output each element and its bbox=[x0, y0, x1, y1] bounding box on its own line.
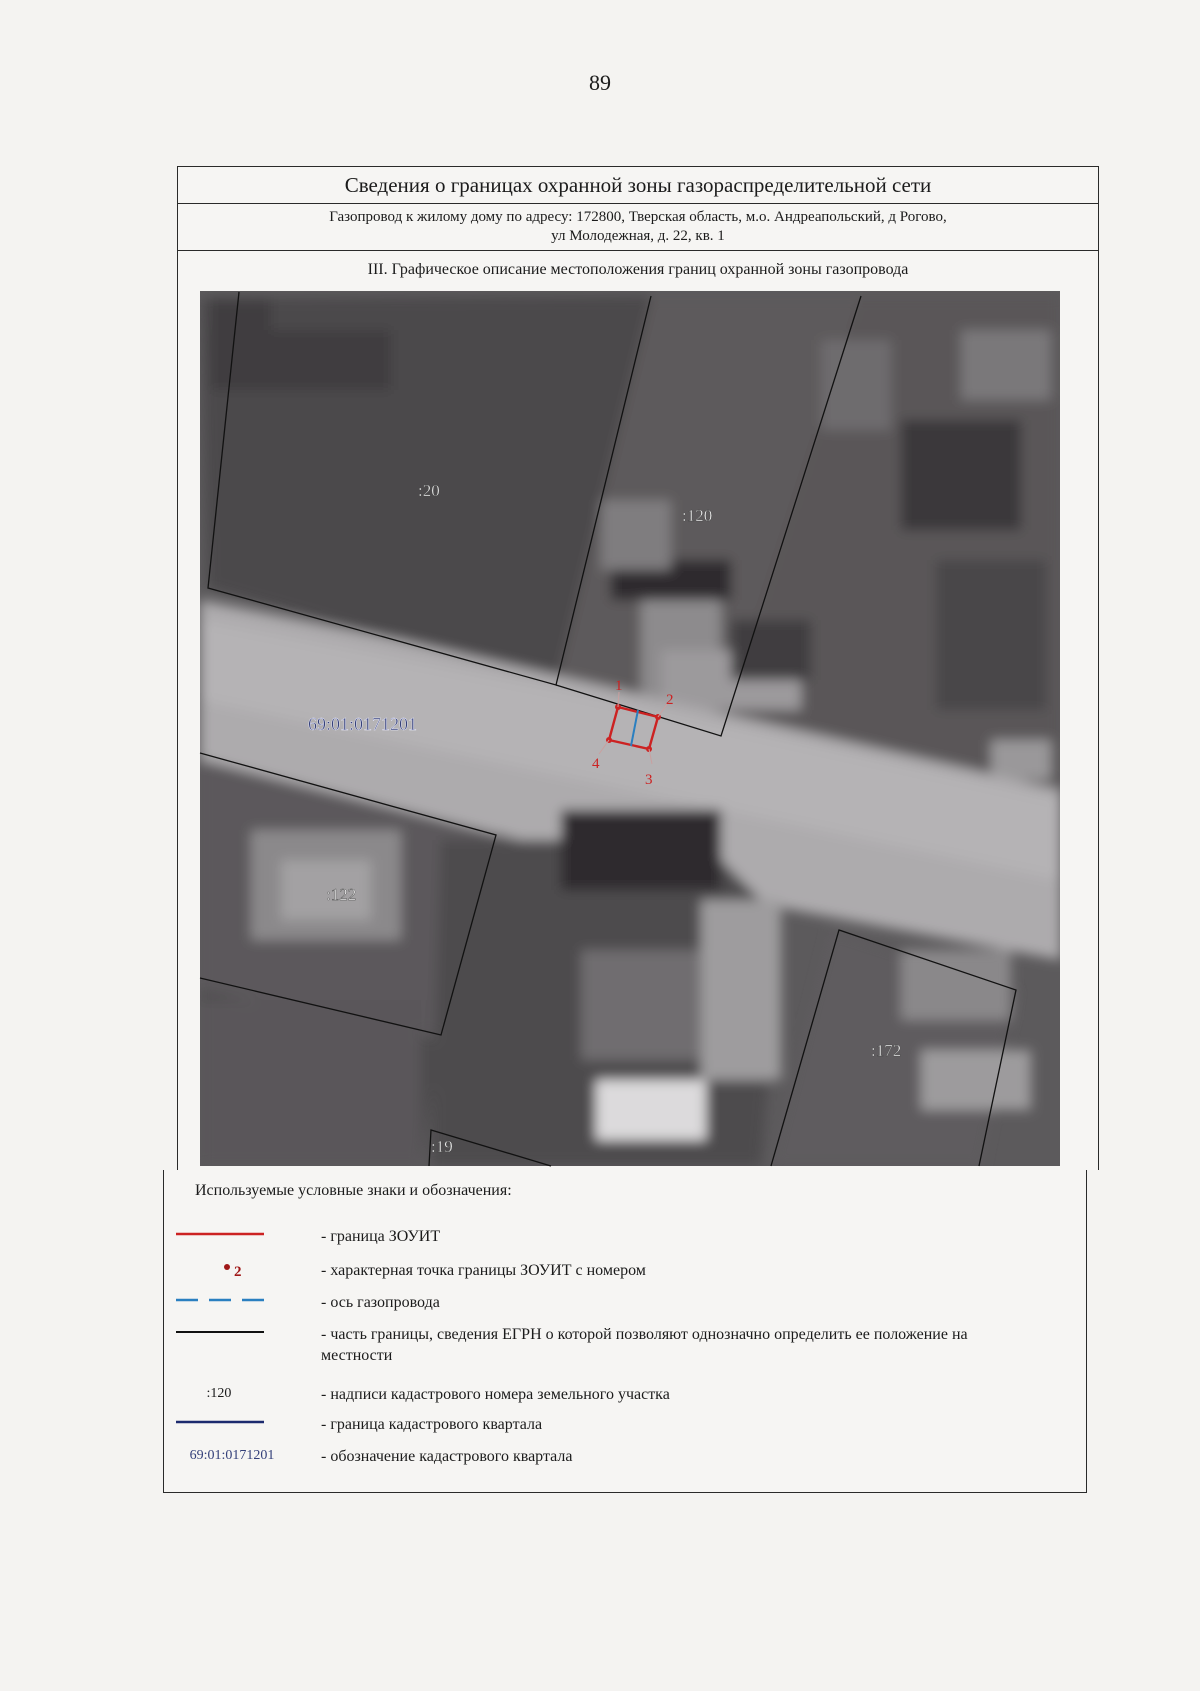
address-line-2: ул Молодежная, д. 22, кв. 1 bbox=[551, 228, 725, 244]
legend-text-zouit-border: - граница ЗОУИТ bbox=[321, 1228, 441, 1245]
point-3-label: 3 bbox=[645, 772, 653, 788]
page-number: 89 bbox=[589, 70, 611, 95]
address-line-1: Газопровод к жилому дому по адресу: 172800, Тверская область, м.о. Андреапольский, д Рогово, bbox=[329, 209, 947, 225]
legend-item-zouit-border bbox=[164, 1222, 1086, 1250]
legend-item-quarter-border bbox=[164, 1410, 1086, 1438]
red-line-icon bbox=[176, 1222, 286, 1250]
header-table bbox=[177, 166, 1099, 289]
parcel-label-122: :122 bbox=[326, 885, 357, 904]
legend-item-quarter-label bbox=[164, 1442, 1086, 1470]
section-title: III. Графическое описание местоположения границ охранной зоны газопровода bbox=[367, 261, 909, 278]
quarter-label-sample: 69:01:0171201 bbox=[189, 1448, 275, 1463]
legend-text-parcel-border: - часть границы, сведения ЕГРН о которой позволяют однозначно определить ее положение на местности bbox=[321, 1326, 968, 1364]
quarter-label: 69:01:0171201 bbox=[308, 714, 418, 734]
point-2-label: 2 bbox=[666, 692, 674, 708]
parcel-label-20: :20 bbox=[418, 481, 440, 500]
legend-item-point bbox=[164, 1256, 1086, 1284]
navy-line-icon bbox=[176, 1410, 286, 1438]
parcel-number-sample: :120 bbox=[206, 1386, 232, 1401]
document-title: Сведения о границах охранной зоны газораспределительной сети bbox=[178, 167, 1098, 204]
legend-item-parcel-border bbox=[164, 1320, 1086, 1368]
legend-text-quarter-label: - обозначение кадастрового квартала bbox=[321, 1448, 573, 1465]
point-marker-icon bbox=[176, 1256, 286, 1284]
black-line-icon bbox=[176, 1320, 286, 1348]
parcel-label-172: :172 bbox=[871, 1041, 902, 1060]
point-1-label: 1 bbox=[615, 678, 623, 694]
legend-text-pipeline: - ось газопровода bbox=[321, 1294, 440, 1311]
parcel-label-120: :120 bbox=[682, 506, 713, 525]
legend bbox=[163, 1170, 1087, 1493]
legend-text-parcel-number: - надписи кадастрового номера земельного участка bbox=[321, 1386, 670, 1403]
address-block bbox=[178, 204, 1098, 251]
map-frame bbox=[177, 288, 1099, 1170]
legend-item-parcel-number bbox=[164, 1380, 1086, 1408]
point-4-label: 4 bbox=[592, 756, 600, 772]
legend-point-number: 2 bbox=[234, 1264, 242, 1280]
aerial-map bbox=[178, 288, 1098, 1170]
parcel-label-19: :19 bbox=[431, 1137, 453, 1156]
legend-title: Используемые условные знаки и обозначения: bbox=[195, 1182, 512, 1199]
legend-item-pipeline bbox=[164, 1288, 1086, 1316]
legend-text-quarter-border: - граница кадастрового квартала bbox=[321, 1416, 543, 1433]
dashed-blue-line-icon bbox=[176, 1288, 286, 1316]
legend-text-point: - характерная точка границы ЗОУИТ с номером bbox=[321, 1262, 646, 1279]
